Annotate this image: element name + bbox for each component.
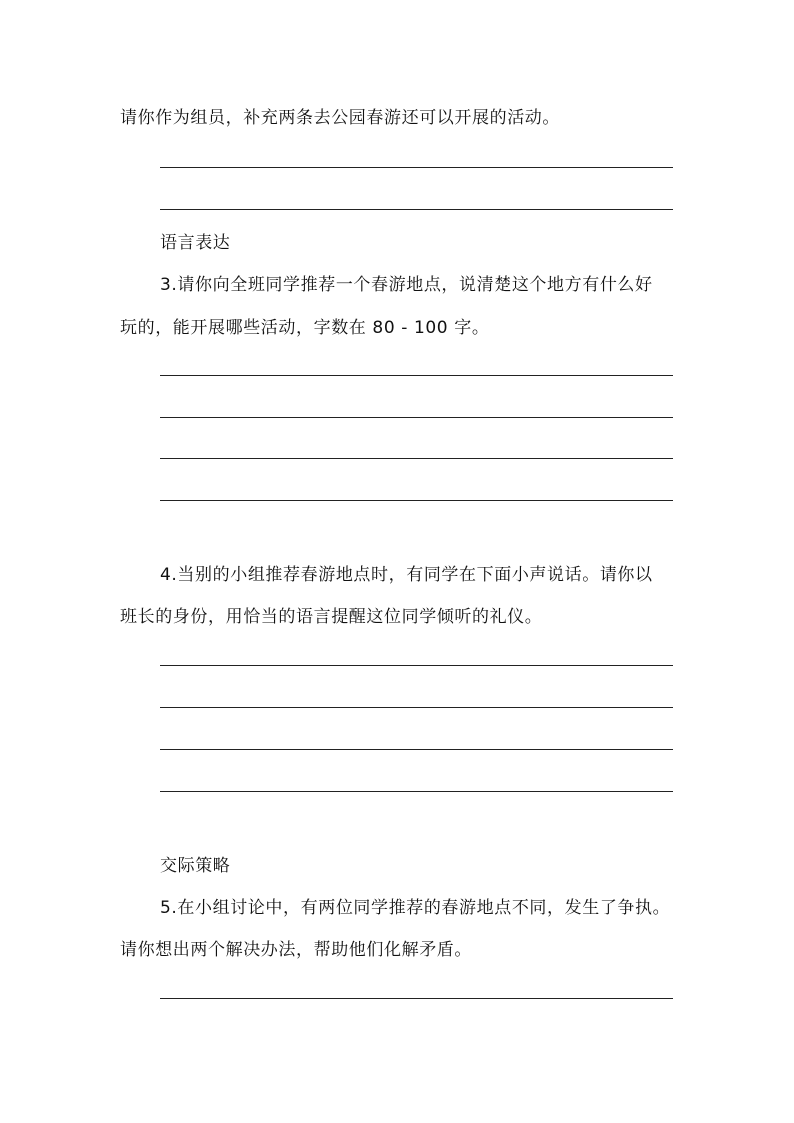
intro-prompt: 请你作为组员，补充两条去公园春游还可以开展的活动。 [120,108,560,128]
answer-line[interactable] [160,749,673,750]
answer-line[interactable] [160,209,673,210]
answer-line[interactable] [160,791,673,792]
answer-line[interactable] [160,665,673,666]
question-3-line-1: 3.请你向全班同学推荐一个春游地点，说清楚这个地方有什么好 [160,275,653,295]
question-4-line-2: 班长的身份，用恰当的语言提醒这位同学倾听的礼仪。 [120,607,543,627]
answer-line[interactable] [160,707,673,708]
section-heading-language: 语言表达 [160,233,231,253]
answer-line[interactable] [160,458,673,459]
answer-line[interactable] [160,998,673,999]
question-3-line-2: 玩的，能开展哪些活动，字数在 80 - 100 字。 [120,318,490,338]
answer-line[interactable] [160,167,673,168]
answer-line[interactable] [160,417,673,418]
question-5-line-2: 请你想出两个解决办法，帮助他们化解矛盾。 [120,940,472,960]
section-heading-strategy: 交际策略 [160,856,231,876]
question-5-line-1: 5.在小组讨论中，有两位同学推荐的春游地点不同，发生了争执。 [160,898,671,918]
question-4-line-1: 4.当别的小组推荐春游地点时，有同学在下面小声说话。请你以 [160,565,653,585]
answer-line[interactable] [160,375,673,376]
answer-line[interactable] [160,500,673,501]
